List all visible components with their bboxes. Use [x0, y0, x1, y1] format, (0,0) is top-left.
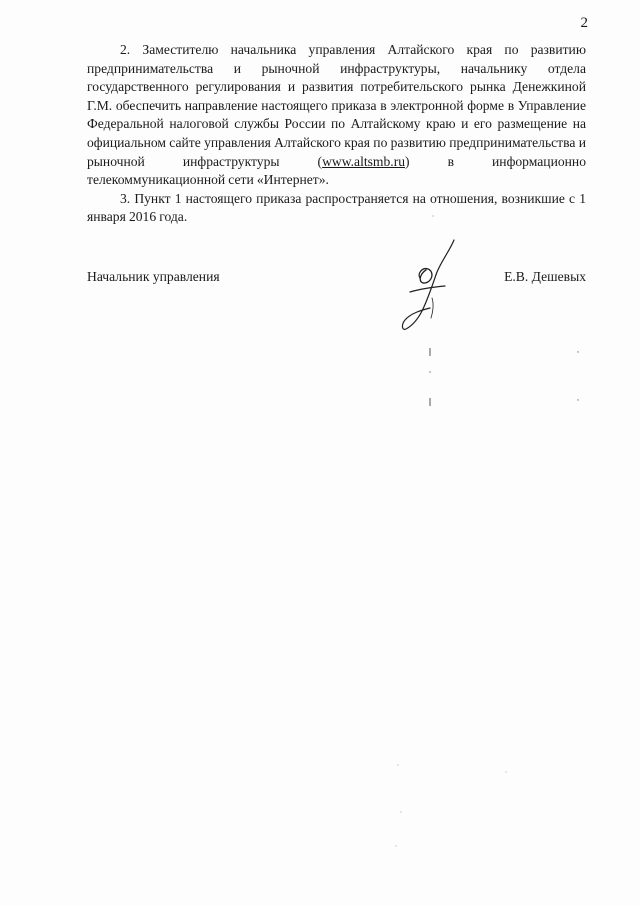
page-number: 2 — [580, 15, 588, 31]
paragraph-2-text-start: 2. Заместителю начальника управления Алтайского края по развитию предпринимательства и рыночной инфраструктуры, начальнику отдела государственного регулирования и развития потребительского рынка Денежкиной Г.М. обеспечить направление настоящего приказа в электронной форме в Управление Федеральной налоговой службы России по Алтайскому краю и его размещение на официальном сайте управления Алтайского края по развитию предпринимательства и рыночной инфраструктуры ( — [87, 42, 586, 169]
signatory-position: Начальник управления — [87, 269, 220, 284]
signatory-name: Е.В. Дешевых — [504, 269, 586, 284]
website-link[interactable]: www.altsmb.ru — [322, 153, 406, 169]
paragraph-2-text-end: ) в информационно телекоммуникационной сети «Интернет». — [87, 153, 586, 188]
paragraph-3: 3. Пункт 1 настоящего приказа распространяется на отношения, возникшие с 1 января 2016 года. — [87, 190, 586, 225]
